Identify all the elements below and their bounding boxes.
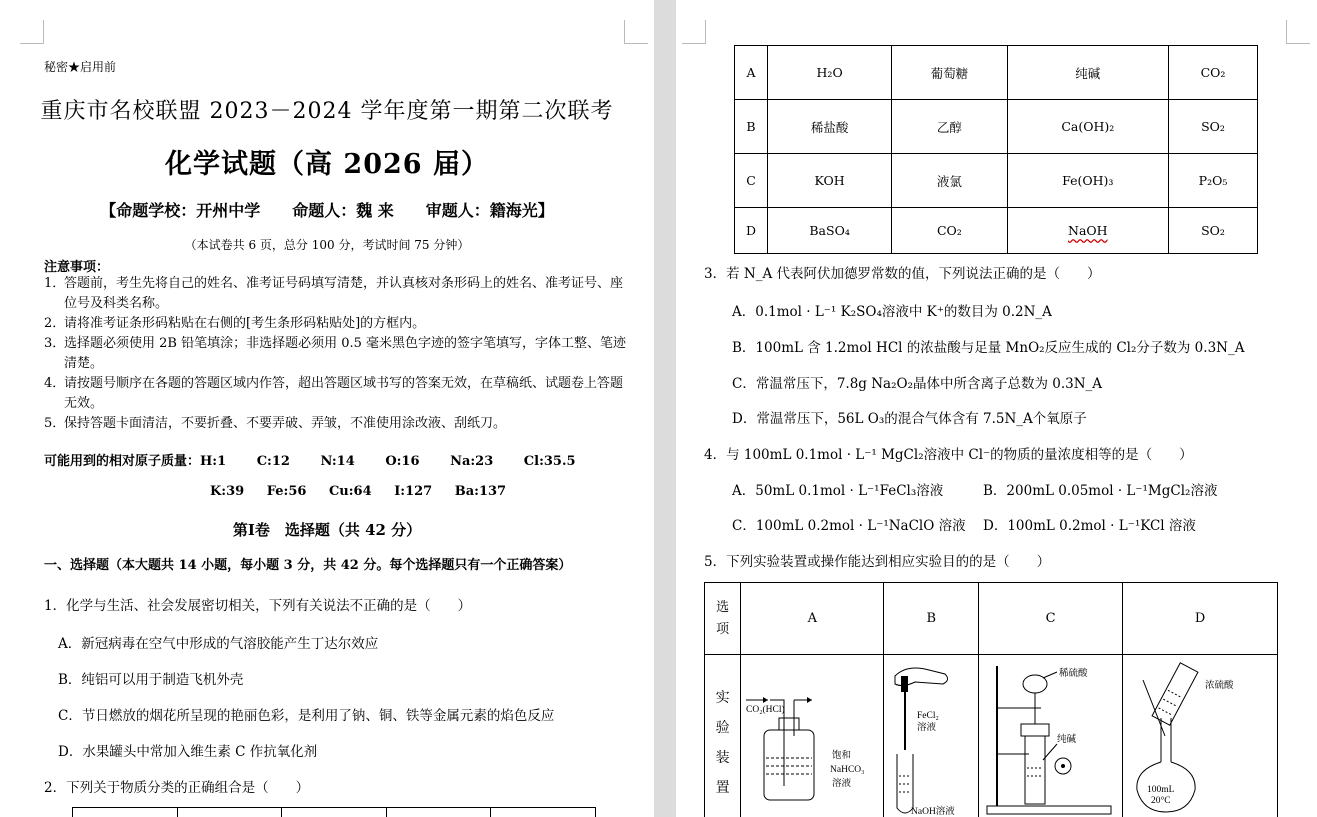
section-title: 第Ⅰ卷 选择题（共 42 分） <box>232 521 422 539</box>
question-4-option-a: A．50mL 0.1mol · L⁻¹FeCl₃溶液 <box>732 483 944 499</box>
apparatus-a <box>741 655 884 817</box>
notice-item: 3． 选择题必须使用 2B 铅笔填涂；非选择题必须用 0.5 毫米黑色字迹的签字笔填写，字体工整、笔迹清楚。 <box>44 336 627 371</box>
crop-mark <box>682 20 706 44</box>
question-5-table <box>704 582 1278 817</box>
crop-mark <box>1286 20 1310 44</box>
crop-mark <box>624 20 648 44</box>
volumetric-flask-diagram <box>1125 658 1275 817</box>
document-page-right <box>676 0 1317 817</box>
part-title: 一、选择题（本大题共 14 小题，每小题 3 分，共 42 分。每个选择题只有一个正确答案） <box>44 558 572 573</box>
question-4: 4．与 100mL 0.1mol · L⁻¹ MgCl₂溶液中 Cl⁻的物质的量浓度相等的是（ ） <box>704 447 1193 463</box>
atomic-mass-line-1: 可能用到的相对原子质量：H:1 C:12 N:14 O:16 Na:23 Cl:35.5 <box>44 454 576 469</box>
notice-item: 5． 保持答题卡面清洁，不要折叠、不要弄破、弄皱，不准使用涂改液、刮纸刀。 <box>44 416 507 431</box>
svg-text:纯碱: 纯碱 <box>1056 735 1076 745</box>
question-4-option-c: C．100mL 0.2mol · L⁻¹NaClO 溶液 <box>732 518 966 534</box>
svg-text:溶液: 溶液 <box>917 723 937 733</box>
question-3-option-a: A．0.1mol · L⁻¹ K₂SO₄溶液中 K⁺的数目为 0.2N_A <box>732 304 1052 320</box>
svg-text:浓硫酸: 浓硫酸 <box>1205 681 1234 691</box>
svg-text:CO₂(HCl): CO₂(HCl) <box>746 705 785 715</box>
exam-info: （本试卷共 6 页，总分 100 分，考试时间 75 分钟） <box>184 238 470 252</box>
table-row: C KOH 液氯 Fe(OH)₃ P₂O₅ <box>735 154 1258 208</box>
question-4-option-d: D．100mL 0.2mol · L⁻¹KCl 溶液 <box>983 518 1196 534</box>
notice-item: 2． 请将准考证条形码粘贴在右侧的[考生条形码粘贴处]的方框内。 <box>44 316 426 331</box>
question-1-option-b: B．纯铝可以用于制造飞机外壳 <box>58 672 244 688</box>
svg-text:饱和: 饱和 <box>832 751 852 761</box>
notice-list <box>44 274 634 434</box>
svg-text:100mL: 100mL <box>1147 785 1175 795</box>
question-1-option-a: A．新冠病毒在空气中形成的气溶胶能产生丁达尔效应 <box>58 636 379 652</box>
question-3: 3．若 N_A 代表阿伏加德罗常数的值，下列说法正确的是（ ） <box>704 266 1101 282</box>
exam-title: 重庆市名校联盟 2023－2024 学年度第一期第二次联考 <box>40 99 614 124</box>
svg-text:NaOH溶液: NaOH溶液 <box>911 807 956 817</box>
apparatus-b <box>884 655 979 817</box>
dropper-test-tube-diagram <box>885 658 977 817</box>
crop-mark <box>20 20 44 44</box>
secret-label: 秘密★启用前 <box>44 60 117 74</box>
question-3-option-c: C．常温常压下，7.8g Na₂O₂晶体中所含离子总数为 0.3N_A <box>732 376 1103 392</box>
authors-line: 【命题学校：开州中学 命题人：魏 来 审题人：籍海光】 <box>100 201 554 220</box>
table-row: 实验装置 CO₂(HCl) 饱和 NaHCO₃ 溶液 FeCl₂ 溶液 NaOH溶液 稀硫酸 纯碱 浓硫酸 100mL 20°C <box>705 655 1278 817</box>
table-row: A H₂O 葡萄糖 纯碱 CO₂ <box>735 46 1258 100</box>
question-1-option-c: C．节日燃放的烟花所呈现的艳丽色彩，是利用了钠、铜、铁等金属元素的焰色反应 <box>58 708 555 724</box>
notice-item: 1． 答题前，考生先将自己的姓名、准考证号码填写清楚，并认真核对条形码上的姓名、准考证号、座位号及科类名称。 <box>44 276 624 311</box>
table-row: 选项 A B C D <box>705 583 1278 655</box>
atomic-mass-line-2: K:39 Fe:56 Cu:64 I:127 Ba:137 <box>210 484 507 499</box>
table-row: D BaSO₄ CO₂ NaOH SO₂ <box>735 208 1258 254</box>
svg-text:FeCl₂: FeCl₂ <box>917 711 940 721</box>
question-3-option-b: B．100mL 含 1.2mol HCl 的浓盐酸与足量 MnO₂反应生成的 Cl₂分子数为 0.3N_A <box>732 340 1245 356</box>
subject-title: 化学试题（高 2026 届） <box>165 149 489 180</box>
document-page-left <box>0 0 654 817</box>
svg-text:20°C: 20°C <box>1151 796 1171 806</box>
svg-text:溶液: 溶液 <box>832 779 852 789</box>
apparatus-d <box>1123 655 1278 817</box>
question-2: 2．下列关于物质分类的正确组合是（ ） <box>44 780 310 796</box>
notice-item: 4． 请按题号顺序在各题的答题区域内作答，超出答题区域书写的答案无效，在草稿纸、试题卷上答题无效。 <box>44 376 624 411</box>
question-3-option-d: D．常温常压下，56L O₃的混合气体含有 7.5N_A个氧原子 <box>732 411 1087 427</box>
funnel-stand-diagram <box>981 658 1121 817</box>
question-2-table-top <box>72 807 596 817</box>
table-row: B 稀盐酸 乙醇 Ca(OH)₂ SO₂ <box>735 100 1258 154</box>
svg-text:NaHCO₃: NaHCO₃ <box>830 765 865 775</box>
question-2-table <box>734 45 1258 254</box>
question-4-option-b: B．200mL 0.05mol · L⁻¹MgCl₂溶液 <box>983 483 1218 499</box>
svg-text:稀硫酸: 稀硫酸 <box>1058 669 1088 679</box>
question-5: 5．下列实验装置或操作能达到相应实验目的的是（ ） <box>704 554 1051 570</box>
notice-heading: 注意事项： <box>44 260 110 275</box>
page-gutter <box>654 0 676 817</box>
question-1-option-d: D．水果罐头中常加入维生素 C 作抗氧化剂 <box>58 744 318 760</box>
gas-washing-bottle-diagram <box>742 658 882 817</box>
question-1: 1．化学与生活、社会发展密切相关，下列有关说法不正确的是（ ） <box>44 598 472 614</box>
apparatus-c <box>979 655 1123 817</box>
